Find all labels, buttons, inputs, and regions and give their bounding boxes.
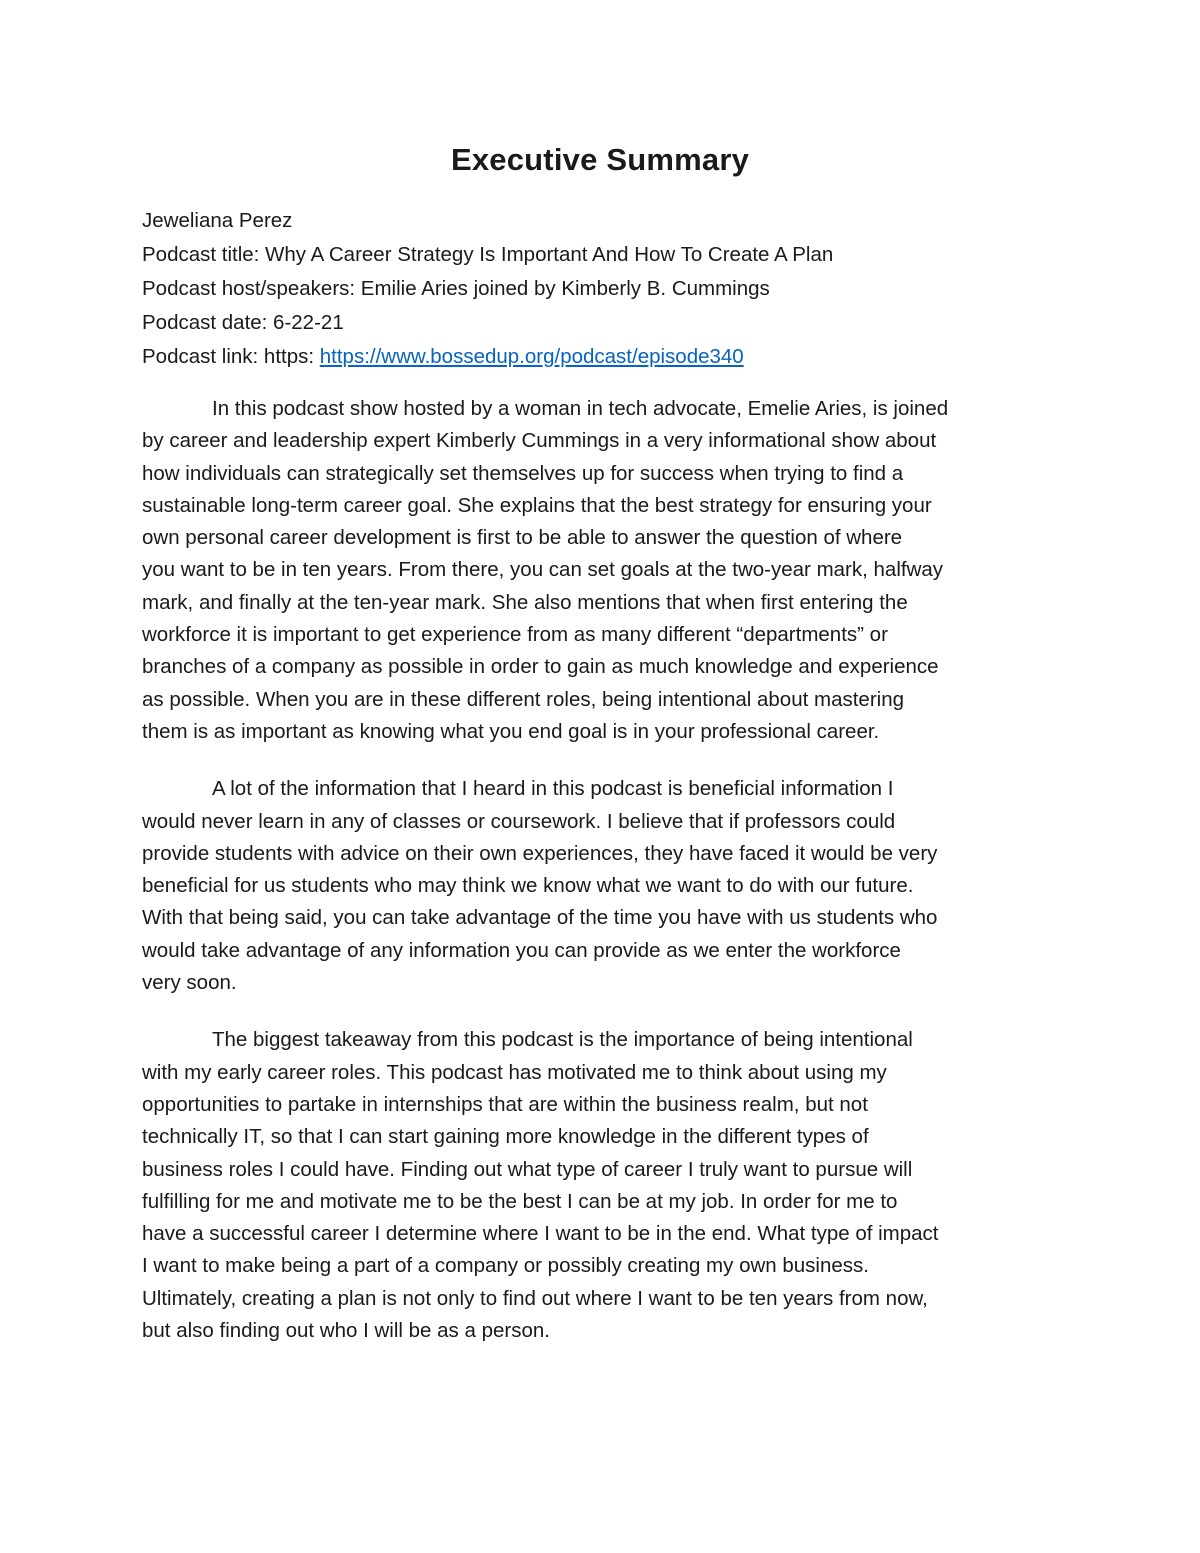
paragraph-line: I want to make being a part of a company or possibly creating my own business. — [142, 1254, 869, 1278]
paragraph-line: opportunities to partake in internships that are within the business realm, but not — [142, 1092, 868, 1116]
author-name: Jeweliana Perez — [142, 209, 293, 232]
paragraph-line: With that being said, you can take advantage of the time you have with us students who — [142, 906, 938, 930]
paragraph-1 — [142, 393, 1062, 748]
paragraph-2 — [142, 773, 1062, 999]
paragraph-line: business roles I could have. Finding out what type of career I truly want to pursue will — [142, 1157, 913, 1181]
paragraph-line: own personal career development is first to be able to answer the question of where — [142, 526, 903, 550]
podcast-link-label: Podcast link: https: — [142, 345, 320, 368]
podcast-link[interactable]: https://www.bossedup.org/podcast/episode340 — [319, 345, 744, 368]
paragraph-line: Ultimately, creating a plan is not only to find out where I want to be ten years from now, — [142, 1286, 928, 1310]
paragraph-line: very soon. — [142, 971, 237, 995]
document-header-info — [142, 204, 1062, 374]
document-title: Executive Summary — [450, 142, 750, 177]
paragraph-line: A lot of the information that I heard in this podcast is beneficial information I — [212, 777, 894, 801]
paragraph-line: how individuals can strategically set themselves up for success when trying to find a — [142, 461, 904, 485]
paragraph-line: by career and leadership expert Kimberly Cummings in a very informational show about — [142, 429, 937, 453]
podcast-date: Podcast date: 6-22-21 — [142, 311, 344, 334]
paragraph-line: The biggest takeaway from this podcast is the importance of being intentional — [212, 1028, 913, 1052]
paragraph-line: sustainable long-term career goal. She explains that the best strategy for ensuring your — [142, 493, 932, 517]
paragraph-line: would never learn in any of classes or coursework. I believe that if professors could — [142, 809, 896, 833]
paragraph-line: but also finding out who I will be as a person. — [142, 1319, 550, 1343]
paragraph-line: as possible. When you are in these different roles, being intentional about mastering — [142, 687, 905, 711]
paragraph-line: provide students with advice on their own experiences, they have faced it would be very — [142, 841, 938, 865]
paragraph-line: beneficial for us students who may think we know what we want to do with our future. — [142, 874, 914, 898]
paragraph-line: fulfilling for me and motivate me to be the best I can be at my job. In order for me to — [142, 1189, 898, 1213]
paragraph-3 — [142, 1024, 1062, 1347]
paragraph-line: technically IT, so that I can start gaining more knowledge in the different types of — [142, 1125, 869, 1149]
document-body — [142, 393, 1062, 1372]
paragraph-line: would take advantage of any information you can provide as we enter the workforce — [142, 938, 901, 962]
paragraph-line: branches of a company as possible in order to gain as much knowledge and experience — [142, 655, 939, 679]
podcast-hosts: Podcast host/speakers: Emilie Aries joined by Kimberly B. Cummings — [142, 277, 770, 300]
paragraph-line: with my early career roles. This podcast has motivated me to think about using my — [142, 1060, 887, 1084]
paragraph-line: mark, and finally at the ten-year mark. She also mentions that when first entering the — [142, 590, 908, 614]
paragraph-line: workforce it is important to get experience from as many different “departments” or — [142, 623, 888, 647]
podcast-link-line — [142, 340, 1062, 374]
paragraph-line: them is as important as knowing what you end goal is in your professional career. — [142, 719, 880, 743]
podcast-title: Podcast title: Why A Career Strategy Is Important And How To Create A Plan — [142, 243, 834, 266]
paragraph-line: have a successful career I determine where I want to be in the end. What type of impact — [142, 1222, 939, 1246]
paragraph-line: In this podcast show hosted by a woman in tech advocate, Emelie Aries, is joined — [212, 397, 949, 420]
paragraph-line: you want to be in ten years. From there, you can set goals at the two-year mark, halfway — [142, 558, 944, 582]
